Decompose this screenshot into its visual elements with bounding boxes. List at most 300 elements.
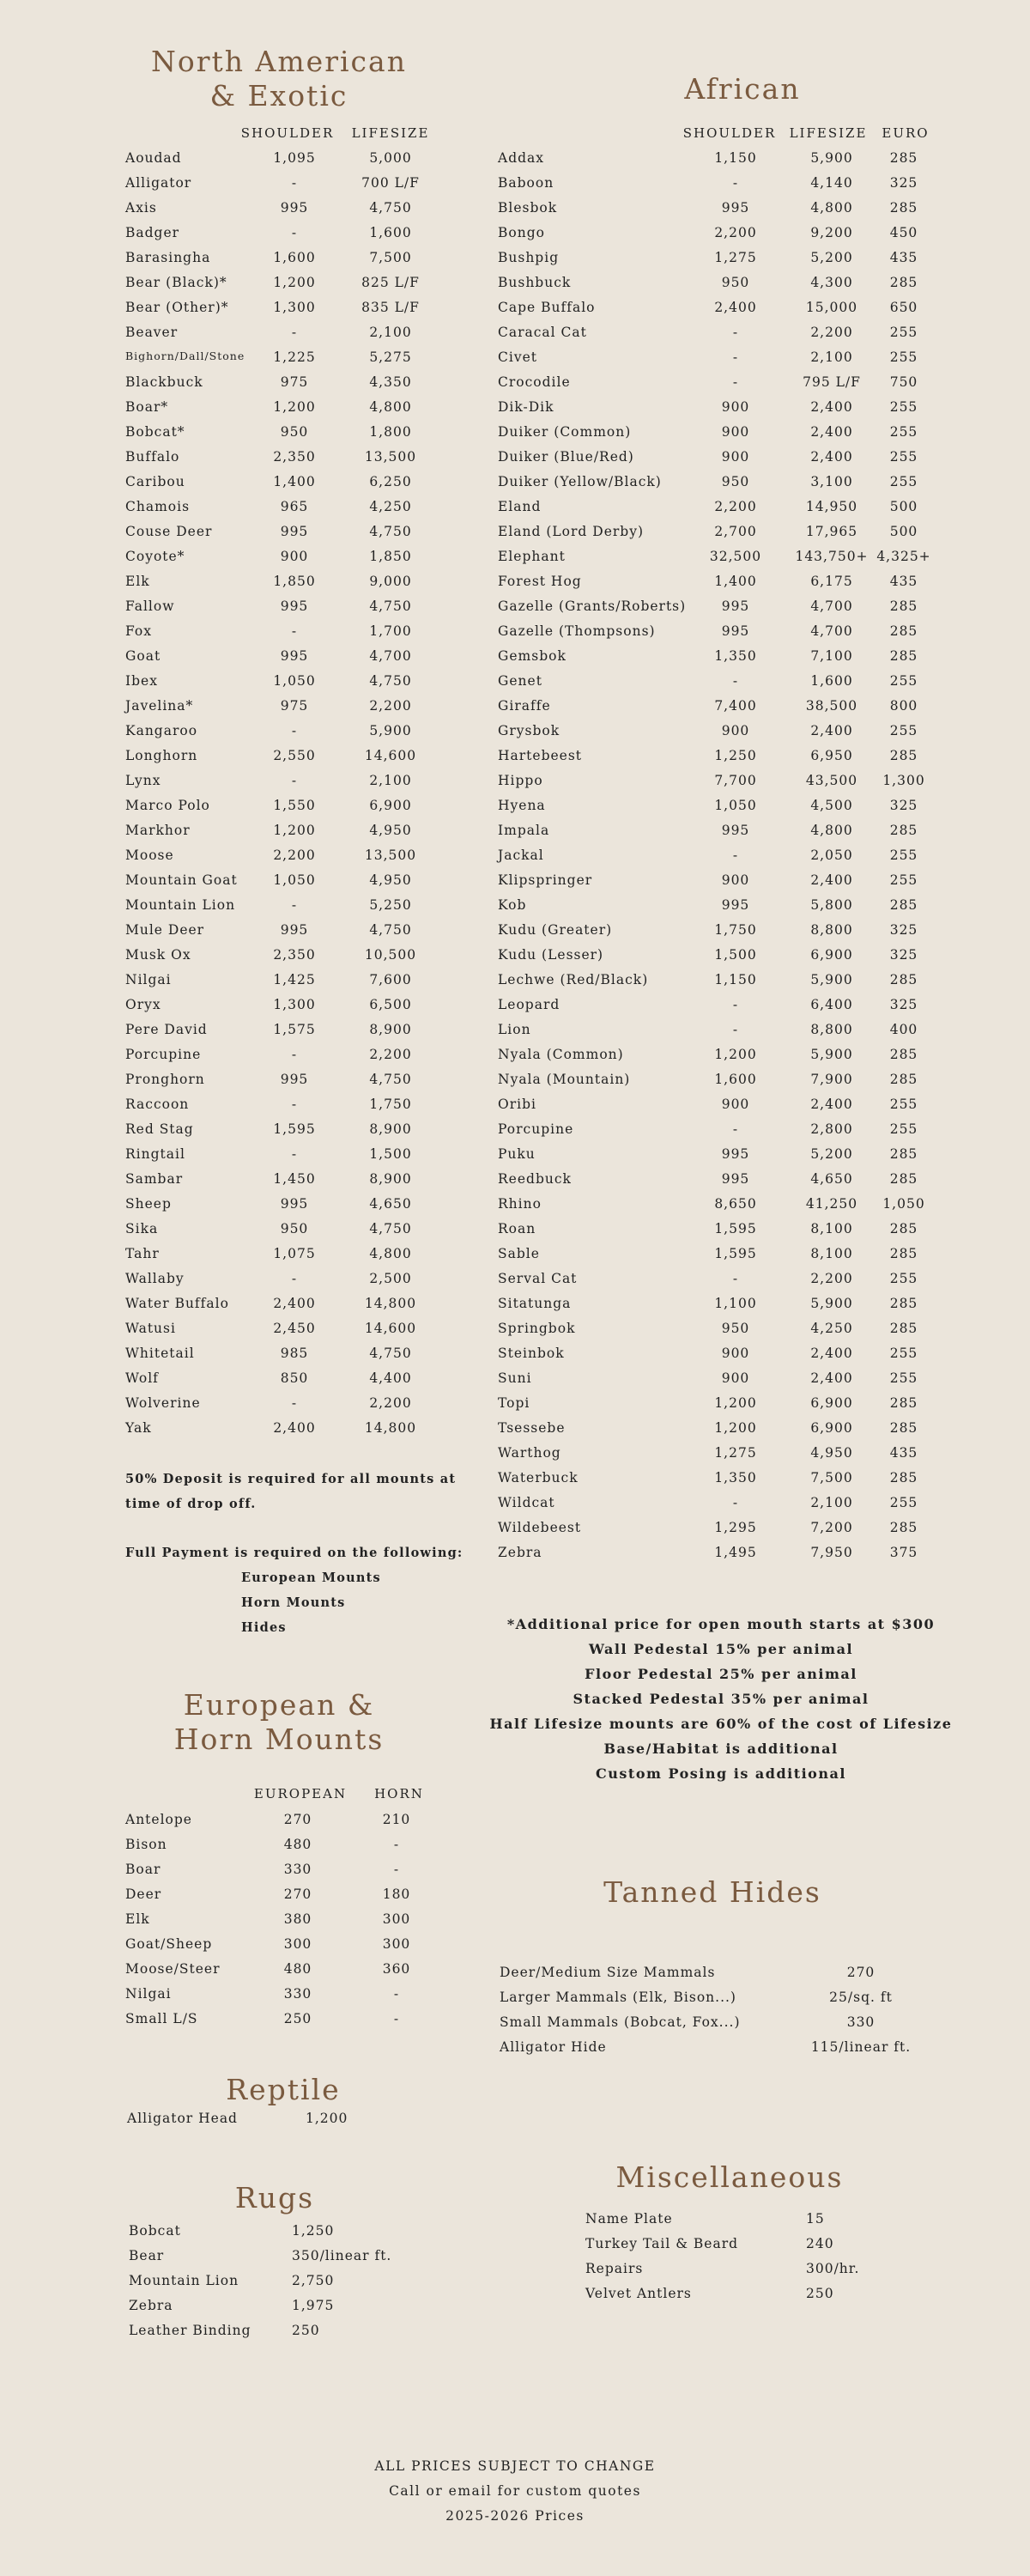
lifesize-price: 8,800 — [810, 922, 853, 938]
shoulder-price: 1,095 — [273, 150, 316, 166]
price-row — [498, 1097, 961, 1121]
european-title: European & Horn Mounts — [173, 1688, 385, 1756]
animal-name: Musk Ox — [125, 947, 191, 963]
price-row — [500, 2039, 946, 2064]
price-row — [125, 897, 469, 922]
price-row — [498, 474, 961, 499]
lifesize-price: 5,900 — [810, 1047, 853, 1062]
animal-name: Bobcat* — [125, 424, 185, 440]
shoulder-price: 995 — [280, 1072, 309, 1087]
lifesize-price: 2,400 — [810, 399, 853, 415]
animal-name: Bison — [125, 1837, 167, 1852]
lifesize-price: 2,200 — [369, 1395, 412, 1411]
shoulder-price: 995 — [721, 598, 750, 614]
euro-price: 285 — [889, 648, 918, 664]
lifesize-price: 5,250 — [369, 897, 412, 913]
additional-note: Stacked Pedestal 35% per animal — [573, 1691, 869, 1707]
animal-name: Goat/Sheep — [125, 1936, 213, 1952]
price-row — [498, 698, 961, 723]
animal-name: Whitetail — [125, 1346, 195, 1361]
animal-name: Moose — [125, 848, 174, 863]
shoulder-price: - — [291, 1047, 298, 1062]
price-row — [498, 598, 961, 623]
shoulder-price: 1,295 — [714, 1520, 757, 1535]
price-row — [125, 300, 469, 325]
price-row — [125, 2011, 469, 2036]
shoulder-price: 995 — [721, 1171, 750, 1187]
price-row — [498, 972, 961, 997]
animal-name: Gazelle (Thompsons) — [498, 623, 656, 639]
price-row — [129, 2323, 472, 2348]
full-payment-item: European Mounts — [241, 1571, 381, 1585]
hide-price: 270 — [846, 1965, 876, 1980]
shoulder-price: 1,595 — [714, 1246, 757, 1261]
animal-name: Sitatunga — [498, 1296, 572, 1311]
lifesize-price: 5,800 — [810, 897, 853, 913]
lifesize-price: 2,100 — [810, 349, 853, 365]
euro-price: 325 — [889, 997, 918, 1012]
price-row — [125, 1370, 469, 1395]
shoulder-price: - — [291, 1146, 298, 1162]
euro-price: 255 — [889, 872, 918, 888]
item-price: 250 — [292, 2323, 320, 2338]
euro-price: 435 — [889, 574, 918, 589]
price-row — [125, 1862, 469, 1886]
shoulder-price: 1,495 — [714, 1545, 757, 1560]
item-name: Velvet Antlers — [585, 2286, 692, 2301]
shoulder-price: 900 — [721, 449, 750, 465]
shoulder-price: 975 — [280, 698, 309, 714]
animal-name: Nyala (Common) — [498, 1047, 624, 1062]
price-row — [498, 773, 961, 798]
price-row — [585, 2236, 929, 2261]
euro-price: 800 — [889, 698, 918, 714]
item-price: 15 — [806, 2211, 825, 2227]
additional-note: Half Lifesize mounts are 60% of the cost of Lifesize — [489, 1716, 953, 1732]
price-row — [125, 524, 469, 549]
price-row — [498, 1495, 961, 1520]
euro-price: 285 — [889, 1221, 918, 1236]
price-row — [498, 1221, 961, 1246]
price-row — [585, 2211, 929, 2236]
shoulder-price: 2,200 — [714, 225, 757, 240]
lifesize-price: 1,850 — [369, 549, 412, 564]
animal-name: Alligator — [125, 175, 192, 191]
lifesize-price: 1,600 — [810, 673, 853, 689]
shoulder-price: 1,500 — [714, 947, 757, 963]
euro-price: 255 — [889, 1097, 918, 1112]
price-row — [125, 250, 469, 275]
lifesize-price: 8,900 — [369, 1022, 412, 1037]
lifesize-price: 4,750 — [369, 673, 412, 689]
lifesize-price: 5,200 — [810, 1146, 853, 1162]
price-row — [498, 325, 961, 349]
animal-name: Lion — [498, 1022, 531, 1037]
price-row — [125, 1812, 469, 1837]
lifesize-price: 2,400 — [810, 424, 853, 440]
af-col-shoulder: SHOULDER — [682, 125, 777, 141]
euro-price: 255 — [889, 399, 918, 415]
price-row — [498, 399, 961, 424]
shoulder-price: - — [732, 175, 739, 191]
lifesize-price: 4,750 — [369, 1072, 412, 1087]
price-row — [498, 150, 961, 175]
animal-name: Springbok — [498, 1321, 576, 1336]
lifesize-price: 7,600 — [369, 972, 412, 987]
lifesize-price: 13,500 — [364, 449, 417, 465]
animal-name: Badger — [125, 225, 180, 240]
lifesize-price: 6,400 — [810, 997, 853, 1012]
shoulder-price: 2,400 — [273, 1420, 316, 1436]
animal-name: Sika — [125, 1221, 159, 1236]
animal-name: Hippo — [498, 773, 543, 788]
euro-price: 285 — [889, 1171, 918, 1187]
price-row — [125, 1047, 469, 1072]
african-title: African — [684, 72, 801, 106]
lifesize-price: 7,950 — [810, 1545, 853, 1560]
shoulder-price: 995 — [280, 1196, 309, 1212]
lifesize-price: 7,500 — [369, 250, 412, 265]
lifesize-price: 2,200 — [810, 325, 853, 340]
lifesize-price: 7,200 — [810, 1520, 853, 1535]
shoulder-price: 995 — [280, 648, 309, 664]
price-row — [125, 1420, 469, 1445]
na-col-shoulder: SHOULDER — [240, 125, 335, 141]
animal-name: Rhino — [498, 1196, 542, 1212]
lifesize-price: 9,200 — [810, 225, 853, 240]
miscellaneous-title: Miscellaneous — [615, 2160, 844, 2194]
shoulder-price: 1,350 — [714, 648, 757, 664]
shoulder-price: 2,200 — [714, 499, 757, 514]
rugs-title: Rugs — [234, 2181, 315, 2215]
price-row — [129, 2248, 472, 2273]
euro-price: 285 — [889, 823, 918, 838]
animal-name: Sable — [498, 1246, 540, 1261]
animal-name: Gazelle (Grants/Roberts) — [498, 598, 687, 614]
price-row — [125, 1271, 469, 1296]
shoulder-price: 1,300 — [273, 997, 316, 1012]
price-row — [125, 1911, 469, 1936]
animal-name: Longhorn — [125, 748, 198, 763]
price-row — [125, 1121, 469, 1146]
shoulder-price: 995 — [280, 524, 309, 539]
price-row — [498, 549, 961, 574]
euro-price: 500 — [889, 524, 918, 539]
euro-price: 255 — [889, 1370, 918, 1386]
shoulder-price: 2,450 — [273, 1321, 316, 1336]
lifesize-price: 3,100 — [810, 474, 853, 489]
full-payment-item: Hides — [241, 1620, 287, 1635]
animal-name: Javelina* — [125, 698, 194, 714]
horn-price: - — [393, 2011, 400, 2026]
shoulder-price: 995 — [280, 200, 309, 216]
animal-name: Reedbuck — [498, 1171, 572, 1187]
animal-name: Klipspringer — [498, 872, 593, 888]
euro-price: 285 — [889, 972, 918, 987]
animal-name: Wolverine — [125, 1395, 201, 1411]
item-name: Mountain Lion — [129, 2273, 239, 2288]
euro-price: 285 — [889, 748, 918, 763]
shoulder-price: 1,400 — [273, 474, 316, 489]
shoulder-price: 950 — [280, 1221, 309, 1236]
deposit-note-line: time of drop off. — [125, 1497, 257, 1511]
animal-name: Yak — [125, 1420, 152, 1436]
animal-name: Nilgai — [125, 972, 172, 987]
shoulder-price: - — [291, 175, 298, 191]
price-row — [498, 1146, 961, 1171]
lifesize-price: 795 L/F — [803, 374, 861, 390]
price-row — [498, 1296, 961, 1321]
animal-name: Wallaby — [125, 1271, 185, 1286]
price-row — [125, 1196, 469, 1221]
lifesize-price: 4,400 — [369, 1370, 412, 1386]
additional-notes — [464, 1616, 978, 1790]
lifesize-price: 2,200 — [369, 698, 412, 714]
shoulder-price: 2,550 — [273, 748, 316, 763]
lifesize-price: 4,700 — [369, 648, 412, 664]
euro-price: 325 — [889, 798, 918, 813]
lifesize-price: 2,100 — [810, 1495, 853, 1510]
horn-price: 360 — [382, 1961, 411, 1977]
lifesize-price: 2,400 — [810, 723, 853, 738]
animal-name: Mountain Lion — [125, 897, 236, 913]
price-row — [498, 1022, 961, 1047]
price-row — [125, 1022, 469, 1047]
shoulder-price: - — [732, 1271, 739, 1286]
price-row — [125, 1097, 469, 1121]
hide-type: Small Mammals (Bobcat, Fox...) — [500, 2014, 741, 2030]
price-row — [500, 1990, 946, 2014]
shoulder-price: 950 — [721, 275, 750, 290]
price-row — [498, 848, 961, 872]
lifesize-price: 5,275 — [369, 349, 412, 365]
price-row — [125, 399, 469, 424]
euro-price: 325 — [889, 922, 918, 938]
price-row — [500, 1965, 946, 1990]
animal-name: Oryx — [125, 997, 161, 1012]
reptile-table — [127, 2111, 470, 2136]
animal-name: Warthog — [498, 1445, 561, 1461]
shoulder-price: 995 — [280, 922, 309, 938]
price-row — [498, 922, 961, 947]
na-col-lifesize: LIFESIZE — [351, 125, 430, 141]
additional-note: Custom Posing is additional — [596, 1765, 846, 1782]
euro-price: 285 — [889, 1047, 918, 1062]
shoulder-price: 950 — [280, 424, 309, 440]
animal-name: Genet — [498, 673, 542, 689]
shoulder-price: 1,600 — [273, 250, 316, 265]
shoulder-price: 900 — [721, 872, 750, 888]
euro-price: 1,050 — [882, 1196, 925, 1212]
animal-name: Ibex — [125, 673, 158, 689]
item-name: Zebra — [129, 2298, 173, 2313]
eu-col-european: EUROPEAN — [253, 1786, 348, 1801]
full-payment-label: Full Payment is required on the following: — [125, 1546, 464, 1560]
price-row — [125, 972, 469, 997]
price-row — [498, 1047, 961, 1072]
animal-name: Eland (Lord Derby) — [498, 524, 645, 539]
euro-price: 255 — [889, 848, 918, 863]
animal-name: Bushbuck — [498, 275, 572, 290]
price-row — [498, 175, 961, 200]
animal-name: Grysbok — [498, 723, 560, 738]
animal-name: Gemsbok — [498, 648, 566, 664]
lifesize-price: 2,200 — [810, 1271, 853, 1286]
lifesize-price: 4,300 — [810, 275, 853, 290]
price-row — [125, 1886, 469, 1911]
price-row — [498, 374, 961, 399]
shoulder-price: 1,150 — [714, 150, 757, 166]
euro-price: 400 — [889, 1022, 918, 1037]
lifesize-price: 2,400 — [810, 449, 853, 465]
price-row — [125, 275, 469, 300]
animal-name: Forest Hog — [498, 574, 582, 589]
deposit-note-line: 50% Deposit is required for all mounts at — [125, 1472, 457, 1486]
animal-name: Tahr — [125, 1246, 160, 1261]
lifesize-price: 5,900 — [810, 1296, 853, 1311]
price-row — [498, 648, 961, 673]
animal-name: Waterbuck — [498, 1470, 579, 1485]
shoulder-price: - — [291, 225, 298, 240]
shoulder-price: - — [732, 374, 739, 390]
item-price: 350/linear ft. — [292, 2248, 392, 2263]
item-name: Bear — [129, 2248, 165, 2263]
euro-price: 325 — [889, 947, 918, 963]
shoulder-price: 1,200 — [273, 399, 316, 415]
shoulder-price: 850 — [280, 1370, 309, 1386]
animal-name: Giraffe — [498, 698, 551, 714]
item-price: 250 — [806, 2286, 834, 2301]
price-row — [125, 848, 469, 872]
price-row — [125, 673, 469, 698]
price-row — [125, 1321, 469, 1346]
shoulder-price: 985 — [280, 1346, 309, 1361]
shoulder-price: 1,100 — [714, 1296, 757, 1311]
euro-price: 435 — [889, 1445, 918, 1461]
shoulder-price: - — [732, 997, 739, 1012]
shoulder-price: 1,200 — [714, 1395, 757, 1411]
shoulder-price: 1,600 — [714, 1072, 757, 1087]
lifesize-price: 2,800 — [810, 1121, 853, 1137]
shoulder-price: 1,450 — [273, 1171, 316, 1187]
lifesize-price: 4,250 — [369, 499, 412, 514]
price-row — [498, 1370, 961, 1395]
price-row — [125, 1246, 469, 1271]
lifesize-price: 6,950 — [810, 748, 853, 763]
price-row — [500, 2014, 946, 2039]
european-price: 330 — [283, 1986, 312, 2002]
price-row — [498, 947, 961, 972]
euro-price: 255 — [889, 1495, 918, 1510]
hide-type: Alligator Hide — [500, 2039, 607, 2055]
animal-name: Suni — [498, 1370, 532, 1386]
footer-season: 2025-2026 Prices — [445, 2508, 585, 2524]
lifesize-price: 1,700 — [369, 623, 412, 639]
lifesize-price: 835 L/F — [361, 300, 420, 315]
price-row — [498, 1271, 961, 1296]
lifesize-price: 13,500 — [364, 848, 417, 863]
lifesize-price: 6,900 — [810, 1420, 853, 1436]
shoulder-price: 900 — [721, 399, 750, 415]
lifesize-price: 4,750 — [369, 598, 412, 614]
animal-name: Cape Buffalo — [498, 300, 596, 315]
animal-name: Oribi — [498, 1097, 536, 1112]
lifesize-price: 5,200 — [810, 250, 853, 265]
animal-name: Addax — [498, 150, 545, 166]
animal-name: Eland — [498, 499, 542, 514]
euro-price: 255 — [889, 723, 918, 738]
euro-price: 255 — [889, 1346, 918, 1361]
shoulder-price: - — [291, 897, 298, 913]
shoulder-price: - — [291, 773, 298, 788]
lifesize-price: 4,800 — [369, 399, 412, 415]
animal-name: Nilgai — [125, 1986, 172, 2002]
animal-name: Porcupine — [125, 1047, 202, 1062]
animal-name: Civet — [498, 349, 537, 365]
lifesize-price: 4,700 — [810, 598, 853, 614]
euro-price: 285 — [889, 1520, 918, 1535]
horn-price: 180 — [382, 1886, 411, 1902]
lifesize-price: 2,200 — [369, 1047, 412, 1062]
animal-name: Serval Cat — [498, 1271, 578, 1286]
animal-name: Coyote* — [125, 549, 185, 564]
euro-price: 285 — [889, 1470, 918, 1485]
animal-name: Lechwe (Red/Black) — [498, 972, 649, 987]
price-row — [125, 325, 469, 349]
lifesize-price: 4,800 — [810, 823, 853, 838]
animal-name: Roan — [498, 1221, 536, 1236]
item-name: Name Plate — [585, 2211, 673, 2227]
price-row — [125, 449, 469, 474]
euro-price: 285 — [889, 150, 918, 166]
animal-name: Caribou — [125, 474, 185, 489]
animal-name: Sambar — [125, 1171, 184, 1187]
shoulder-price: 995 — [721, 823, 750, 838]
lifesize-price: 4,500 — [810, 798, 853, 813]
af-col-euro: EURO — [882, 125, 930, 141]
horn-price: 300 — [382, 1911, 411, 1927]
price-row — [125, 424, 469, 449]
price-row — [125, 499, 469, 524]
animal-name: Elk — [125, 574, 150, 589]
price-row — [125, 997, 469, 1022]
lifesize-price: 4,650 — [810, 1171, 853, 1187]
animal-name: Porcupine — [498, 1121, 574, 1137]
lifesize-price: 2,100 — [369, 773, 412, 788]
lifesize-price: 2,400 — [810, 1346, 853, 1361]
shoulder-price: 1,595 — [273, 1121, 316, 1137]
lifesize-price: 14,600 — [364, 1321, 417, 1336]
hide-price: 330 — [846, 2014, 876, 2030]
additional-note: *Additional price for open mouth starts at $300 — [506, 1616, 936, 1632]
animal-name: Barasingha — [125, 250, 211, 265]
price-row — [498, 225, 961, 250]
price-row — [498, 349, 961, 374]
price-row — [125, 723, 469, 748]
lifesize-price: 4,750 — [369, 1346, 412, 1361]
horn-price: - — [393, 1986, 400, 2002]
euro-price: 285 — [889, 897, 918, 913]
item-name: Repairs — [585, 2261, 644, 2276]
animal-name: Marco Polo — [125, 798, 210, 813]
north-american-price-table — [125, 150, 469, 1445]
shoulder-price: 1,050 — [714, 798, 757, 813]
price-row — [498, 1346, 961, 1370]
european-price: 300 — [283, 1936, 312, 1952]
price-row — [498, 1121, 961, 1146]
animal-name: Kob — [498, 897, 527, 913]
shoulder-price: 1,050 — [273, 673, 316, 689]
